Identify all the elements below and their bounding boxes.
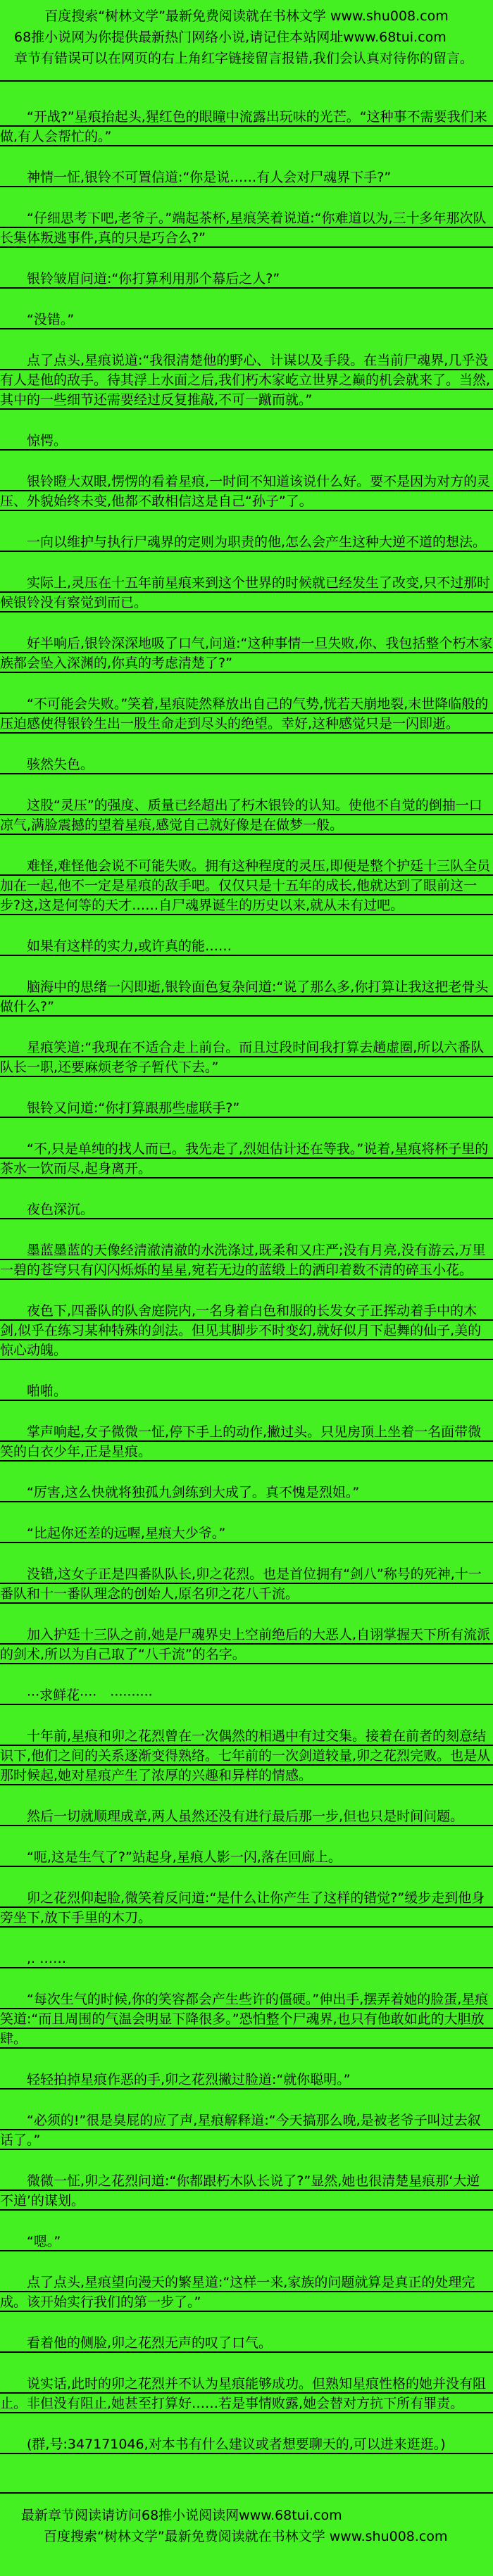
novel-paragraph: 银铃瞪大双眼,愣愣的看着星痕,一时间不知道该说什么好。要不是因为对方的灵压、外貌始终未变,他都不敢相信这是自己“孙子”了。 xyxy=(0,472,493,511)
novel-paragraph: 如果有这样的实力,或许真的能…… xyxy=(0,936,493,956)
novel-paragraph: “必须的!”很是臭屁的应了声,星痕解释道:“今天搞那么晚,是被老爷子叫过去叙话了。” xyxy=(0,2111,493,2150)
novel-paragraph: 好半响后,银铃深深地吸了口气,问道:“这种事情一旦失败,你、我包括整个朽木家族都会坠入深渊的,你真的考虑清楚了?” xyxy=(0,634,493,673)
novel-paragraph: “仔细思考下吧,老爷子。”端起茶杯,星痕笑着说道:“你难道以为,三十多年那次队长集体叛逃事件,真的只是巧合么?” xyxy=(0,208,493,248)
novel-paragraph: “嗯。” xyxy=(0,2232,493,2251)
novel-paragraph: “每次生气的时候,你的笑容都会产生些许的僵硬。”伸出手,摆弄着她的脸蛋,星痕笑道:“而且周围的气温会明显下降很多。”恐怕整个尸魂界,也只有他敢如此的大胆放肆。 xyxy=(0,1990,493,2049)
novel-paragraph: “不可能会失败。”笑着,星痕陡然释放出自己的气势,恍若天崩地裂,末世降临般的压迫感使得银铃生出一股生命走到尽头的绝望。幸好,这种感觉只是一闪即逝。 xyxy=(0,694,493,734)
novel-paragraph: 银铃皱眉问道:“你打算利用那个幕后之人?” xyxy=(0,269,493,289)
header-promo-shu008: 百度搜索“树林文学”最新免费阅读就在书林文学 www.shu008.com xyxy=(44,8,449,24)
footer-promo-shu008: 百度搜索“树林文学”最新免费阅读就在书林文学 www.shu008.com xyxy=(44,2529,448,2544)
site-header xyxy=(0,0,493,69)
novel-paragraph: 掌声响起,女子微微一怔,停下手上的动作,撇过头。只见房顶上坐着一名面带微笑的白衣少年,正是星痕。 xyxy=(0,1422,493,1462)
novel-paragraph: 十年前,星痕和卯之花烈曾在一次偶然的相遇中有过交集。接着在前者的刻意结识下,他们之间的关系逐渐变得熟络。七年前的一次剑道较量,卯之花烈完败。也是从那时候起,她对星痕产生了浓厚的兴趣和异样的情感。 xyxy=(0,1726,493,1785)
novel-paragraph: 点了点头,星痕说道:“我很清楚他的野心、计谋以及手段。在当前尸魂界,几乎没有人是他的敌手。待其浮上水面之后,我们朽木家屹立世界之巅的机会就来了。当然,其中的一些细节还需要经过反复推敲,不可一蹴而就。” xyxy=(0,351,493,410)
novel-paragraph: 这股“灵压”的强度、质量已经超出了朽木银铃的认知。使他不自觉的倒抽一口凉气,满脸震撼的望着星痕,感觉自己就好像是在做梦一般。 xyxy=(0,796,493,835)
novel-paragraph: 夜色下,四番队的队舍庭院内,一名身着白色和服的长发女子正挥动着手中的木剑,似乎在练习某种特殊的剑法。但见其脚步不时变幻,就好似月下起舞的仙子,美的惊心动魄。 xyxy=(0,1301,493,1360)
novel-paragraph: 惊愕。 xyxy=(0,431,493,451)
header-promo-68tui: 68推小说网为你提供最新热门网络小说,请记住本站网址www.68tui.com xyxy=(14,30,447,45)
novel-paragraph: 实际上,灵压在十五年前星痕来到这个世界的时候就已经发生了改变,只不过那时候银铃没有察觉到而已。 xyxy=(0,573,493,612)
novel-paragraph: “厉害,这么快就将独孤九剑练到大成了。真不愧是烈姐。” xyxy=(0,1483,493,1502)
novel-paragraph: “不,只是单纯的找人而已。我先走了,烈姐估计还在等我。”说着,星痕将杯子里的茶水一饮而尽,起身离开。 xyxy=(0,1139,493,1179)
novel-paragraph: 加入护廷十三队之前,她是尸魂界史上空前绝后的大恶人,自诩掌握天下所有流派的剑术,所以为自己取了“八千流”的名字。 xyxy=(0,1625,493,1664)
novel-paragraph: 轻轻拍掉星痕作恶的手,卯之花烈撇过脸道:“就你聪明。” xyxy=(0,2070,493,2090)
novel-paragraph: 难怪,难怪他会说不可能失败。拥有这种程度的灵压,即便是整个护廷十三队全员加在一起,他不一定是星痕的敌手吧。仅仅只是十五年的成长,他就达到了眼前这一步?这,这是何等的天才……自尸魂界诞生的历史以来,就从未有过吧。 xyxy=(0,856,493,915)
footer-promo-68tui: 最新章节阅读请访问68推小说阅读网www.68tui.com xyxy=(21,2508,342,2523)
novel-paragraph: 神情一怔,银铃不可置信道:“你是说……有人会对尸魂界下手?” xyxy=(0,168,493,187)
novel-paragraph: “开战?”星痕抬起头,猩红色的眼瞳中流露出玩味的光芒。“这种事不需要我们来做,有人会帮忙的。” xyxy=(0,107,493,146)
novel-paragraph: 啪啪。 xyxy=(0,1381,493,1401)
novel-paragraph: ,. …… xyxy=(0,1949,493,1968)
novel-content xyxy=(0,82,493,2492)
novel-paragraph: (群,号:347171046,对本书有什么建议或者想要聊天的,可以进来逛逛。) xyxy=(0,2434,493,2454)
novel-paragraph: 一向以维护与执行尸魂界的定则为职责的他,怎么会产生这种大逆不道的想法。 xyxy=(0,532,493,552)
novel-paragraph: 脑海中的思绪一闪即逝,银铃面色复杂问道:“说了那么多,你打算让我这把老骨头做什么?” xyxy=(0,977,493,1017)
novel-paragraph: 骇然失色。 xyxy=(0,755,493,774)
header-error-report-notice: 章节有错误可以在网页的右上角红字链接留言报错,我们会认真对待你的留言。 xyxy=(14,51,474,66)
novel-paragraph: 卯之花烈仰起脸,微笑着反问道:“是什么让你产生了这样的错觉?”缓步走到他身旁坐下,放下手里的木刀。 xyxy=(0,1888,493,1928)
novel-paragraph: 说实话,此时的卯之花烈并不认为星痕能够成功。但熟知星痕性格的她并没有阻止。非但没有阻止,她甚至打算好……若是事情败露,她会替对方抗下所有罪责。 xyxy=(0,2374,493,2413)
novel-paragraph: 夜色深沉。 xyxy=(0,1200,493,1219)
novel-paragraph: “呃,这是生气了?”站起身,星痕人影一闪,落在回廊上。 xyxy=(0,1847,493,1867)
novel-paragraph: 看着他的侧脸,卯之花烈无声的叹了口气。 xyxy=(0,2333,493,2353)
novel-paragraph: 没错,这女子正是四番队队长,卯之花烈。也是首位拥有“剑八”称号的死神,十一番队和十一番队理念的创始人,原名卯之花八千流。 xyxy=(0,1564,493,1604)
novel-paragraph: 微微一怔,卯之花烈问道:“你都跟朽木队长说了?”显然,她也很清楚星痕那‘大逆不道’的谋划。 xyxy=(0,2171,493,2211)
novel-paragraph: 然后一切就顺理成章,两人虽然还没有进行最后那一步,但也只是时间问题。 xyxy=(0,1807,493,1826)
novel-paragraph: 点了点头,星痕望向漫天的繁星道:“这样一来,家族的问题就算是真正的处理完成。该开始实行我们的第一步了。” xyxy=(0,2273,493,2312)
novel-paragraph: 星痕笑道:“我现在不适合走上前台。而且过段时间我打算去趟虚圈,所以六番队队长一职,还要麻烦老爷子暂代下去。” xyxy=(0,1038,493,1077)
novel-paragraph: 银铃又问道:“你打算跟那些虚联手?” xyxy=(0,1098,493,1118)
novel-paragraph: “比起你还差的远喔,星痕大少爷。” xyxy=(0,1523,493,1543)
novel-paragraph: 墨蓝墨蓝的天像经清澈清澈的水洗涤过,既柔和又庄严;没有月亮,没有游云,万里一碧的苍穹只有闪闪烁烁的星星,宛若无边的蓝缎上的洒印着数不清的碎玉小花。 xyxy=(0,1240,493,1280)
novel-paragraph: “没错。” xyxy=(0,310,493,329)
site-footer xyxy=(0,2494,493,2557)
novel-paragraph: ···求鲜花···· ·········· xyxy=(0,1685,493,1705)
